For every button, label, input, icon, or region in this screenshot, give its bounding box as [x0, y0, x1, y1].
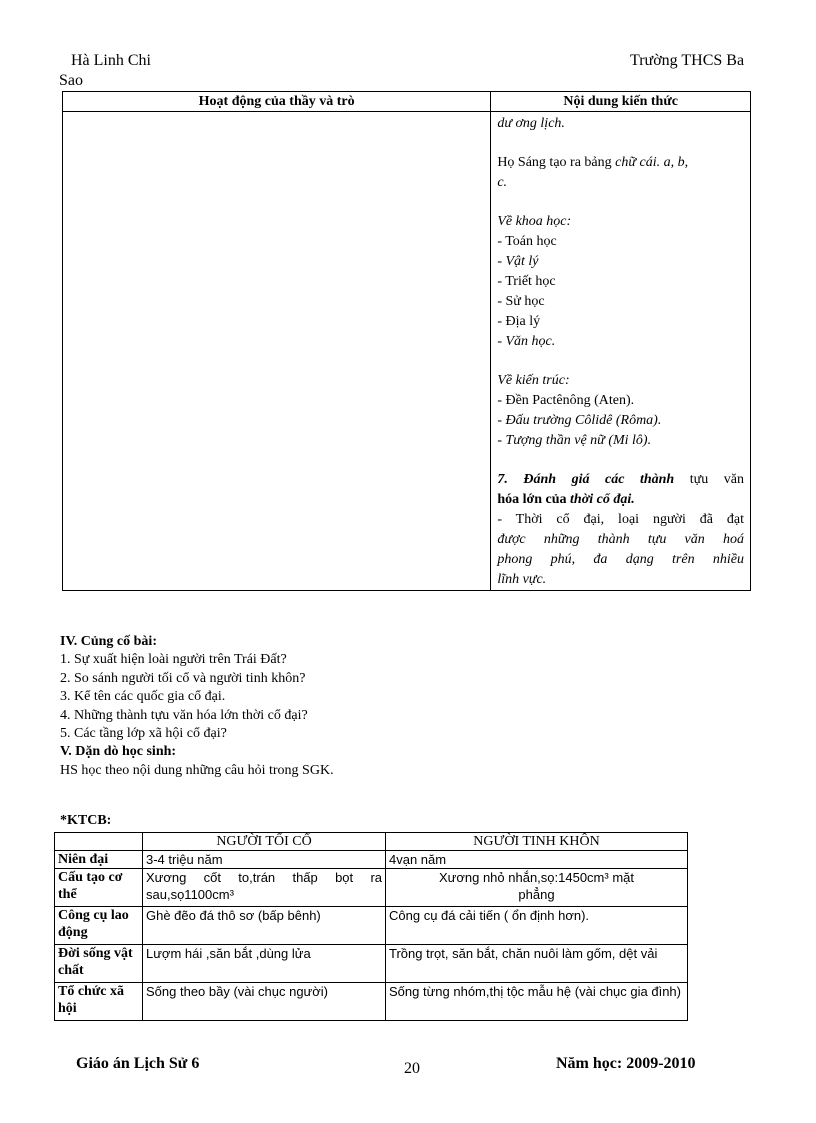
- header-school: Trường THCS Ba: [630, 52, 745, 69]
- content-line: lĩnh vực.: [497, 572, 547, 587]
- ktcb-row-label: Tổ chức xã hội: [55, 983, 143, 1021]
- ktcb-row-label: Cấu tạo cơ thể: [55, 869, 143, 907]
- col-header-content: Nội dung kiến thức: [491, 92, 751, 112]
- ktcb-cell: Công cụ đá cải tiến ( ổn định hơn).: [386, 907, 688, 945]
- content-cell: [491, 112, 751, 591]
- content-line: phong phú, đa dạng trên nhiều: [497, 552, 744, 567]
- content-line: Về kiến trúc:: [497, 373, 570, 388]
- homework-title: V. Dặn dò học sinh:: [60, 744, 177, 760]
- content-line: - Địa lý: [497, 314, 541, 329]
- ktcb-table: [54, 832, 688, 1021]
- content-line: - Tượng thần vệ nữ (Mi lô).: [497, 433, 652, 448]
- homework-text: HS học theo nội dung những câu hỏi trong SGK.: [60, 762, 334, 778]
- content-line: dư ơng lịch.: [497, 116, 565, 131]
- ktcb-head-toi-co: NGƯỜI TỐI CỔ: [143, 833, 386, 851]
- content-line: Họ Sáng tạo ra bảng chữ cái. a, b,: [497, 155, 689, 170]
- header-school-cont: Sao: [59, 72, 83, 89]
- ktcb-cell: Xương nhỏ nhắn,sọ:1450cm³ mặt phẳng: [386, 869, 688, 907]
- ktcb-corner: [55, 833, 143, 851]
- ktcb-cell: Ghè đẽo đá thô sơ (bấp bênh): [143, 907, 386, 945]
- content-line: - Đấu trường Côlidê (Rôma).: [497, 413, 662, 428]
- review-item: 2. So sánh người tối cổ và người tinh khôn?: [60, 670, 306, 686]
- content-line: - Vật lý: [497, 254, 539, 269]
- review-title: IV. Củng cố bài:: [60, 634, 157, 649]
- content-line: 7. Đánh giá các thành tựu văn: [497, 472, 744, 487]
- lesson-table: [62, 91, 751, 591]
- footer-right: Năm học: 2009-2010: [556, 1055, 696, 1072]
- col-header-activities: Hoạt động của thầy và trò: [63, 92, 491, 112]
- review-item: 4. Những thành tựu văn hóa lớn thời cổ đại?: [60, 707, 308, 723]
- content-line: được những thành tựu văn hoá: [497, 532, 744, 547]
- activities-cell: [63, 112, 491, 591]
- ktcb-title: *KTCB:: [60, 813, 112, 828]
- content-line: - Văn học.: [497, 334, 556, 349]
- ktcb-cell: 3-4 triệu năm: [143, 851, 386, 869]
- page-number: 20: [404, 1060, 420, 1077]
- content-line: - Toán học: [497, 234, 557, 249]
- review-item: 1. Sự xuất hiện loài người trên Trái Đất?: [60, 652, 287, 668]
- ktcb-row-label: Niên đại: [55, 851, 143, 869]
- content-line: - Sử học: [497, 294, 545, 309]
- ktcb-cell: 4vạn năm: [386, 851, 688, 869]
- content-line: - Triết học: [497, 274, 556, 289]
- ktcb-cell: Sống từng nhóm,thị tộc mẫu hệ (vài chục gia đình): [386, 983, 688, 1021]
- content-line: Về khoa học:: [497, 214, 572, 229]
- review-item: 5. Các tầng lớp xã hội cổ đại?: [60, 726, 227, 742]
- content-line: hóa lớn của thời cổ đại.: [497, 492, 635, 507]
- review-section: [60, 633, 334, 780]
- header-author: Hà Linh Chi: [71, 52, 151, 69]
- ktcb-cell: Sống theo bầy (vài chục người): [143, 983, 386, 1021]
- content-line: - Đền Pactênông (Aten).: [497, 393, 635, 408]
- ktcb-cell: Lượm hái ,săn bắt ,dùng lửa: [143, 945, 386, 983]
- content-line: c.: [497, 175, 508, 190]
- ktcb-cell: Trồng trọt, săn bắt, chăn nuôi làm gốm, dệt vải: [386, 945, 688, 983]
- ktcb-head-tinh-khon: NGƯỜI TINH KHÔN: [386, 833, 688, 851]
- review-item: 3. Kể tên các quốc gia cổ đại.: [60, 689, 226, 705]
- footer-left: Giáo án Lịch Sử 6: [76, 1055, 200, 1072]
- ktcb-row-label: Đời sống vật chất: [55, 945, 143, 983]
- ktcb-row-label: Công cụ lao động: [55, 907, 143, 945]
- ktcb-cell: Xương cốt to,trán thấp bọt ra sau,sọ1100cm³: [143, 869, 386, 907]
- content-line: - Thời cổ đại, loại người đã đạt: [497, 512, 744, 527]
